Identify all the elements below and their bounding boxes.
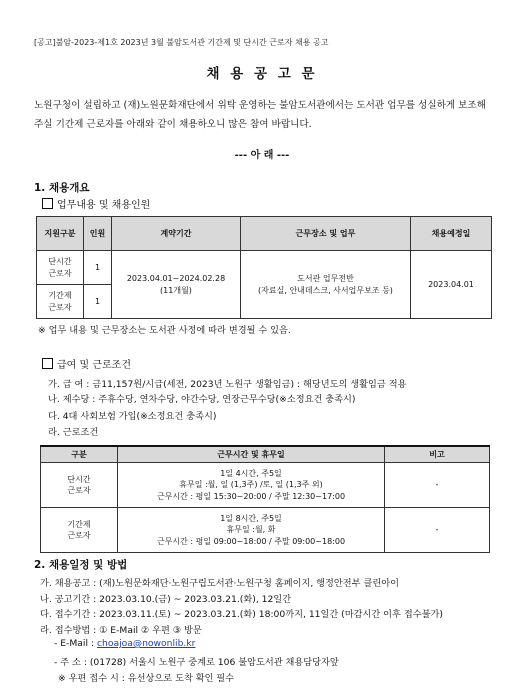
- start-date-cell: 2023.04.01: [411, 251, 492, 319]
- headcount-cell: 1: [84, 285, 112, 319]
- subsection-job-duties: [42, 196, 150, 211]
- email-link[interactable]: choajoa@nowonlib.kr: [96, 638, 196, 649]
- job-type-cell: 단시간 근로자: [41, 463, 118, 508]
- table-row: [41, 508, 490, 553]
- job-type-cell: 기간제 근로자: [37, 285, 84, 319]
- list-item: 나. 공고기간 : 2023.03.10.(금) ~ 2023.03.21.(화), 12일간: [40, 594, 292, 605]
- col-header: 채용예정일: [411, 217, 492, 251]
- intro-paragraph: 노원구청이 설립하고 (재)노원문화재단에서 위탁 운영하는 불암도서관에서는 도서관 업무를 성실하게 보조해주실 기간제 근로자를 아래와 같이 채용하오니 많은 참여 바랍니다.: [34, 100, 486, 130]
- section1-heading: 1. 채용개요: [34, 182, 90, 194]
- notice-header-line: [공고]불암-2023-제1호 2023년 3월 불암도서관 기간제 및 단시간 근로자 채용 공고: [34, 38, 329, 47]
- col-header: 비고: [385, 446, 490, 463]
- contract-period-cell: 2023.04.01~2024.02.28 (11개월): [112, 251, 241, 319]
- table-header-row: [41, 446, 490, 463]
- col-header: 인원: [84, 217, 112, 251]
- col-header: 구분: [41, 446, 118, 463]
- headcount-cell: 1: [84, 251, 112, 285]
- checkbox-icon: [42, 358, 53, 369]
- subsection-label: 업무내용 및 채용인원: [57, 200, 151, 211]
- email-line: [54, 638, 195, 649]
- subsection-label: 급여 및 근로조건: [57, 360, 131, 371]
- list-item: 다. 접수기간 : 2023.03.11.(토) ~ 2023.03.21.(화) 18:00까지, 11일간 (마감시간 이후 접수불가): [40, 609, 443, 620]
- work-conditions-table: [40, 445, 490, 553]
- work-place-cell: 도서관 업무전반 (자료실, 안내데스크, 사서업무보조 등): [241, 251, 411, 319]
- col-header: 계약기간: [112, 217, 241, 251]
- hours-cell: 1일 8시간, 주5일 휴무일 :월, 화 근무시간 : 평일 09:00~18:00 / 주말 09:00~18:00: [118, 508, 385, 553]
- col-header: 근무시간 및 휴무일: [118, 446, 385, 463]
- recruitment-table: [36, 216, 492, 319]
- remark-cell: -: [385, 463, 490, 508]
- list-item: 다. 4대 사회보험 가입(※소정요건 충족시): [48, 411, 217, 422]
- section2-heading: 2. 채용일정 및 방법: [34, 559, 128, 571]
- address-line: - 주 소 : (01728) 서울시 노원구 중계로 106 불암도서관 채용담당자앞: [54, 657, 339, 668]
- col-header: 근무장소 및 업무: [241, 217, 411, 251]
- list-item: 라. 근로조건: [48, 427, 99, 438]
- hours-cell: 1일 4시간, 주5일 휴무일 :월, 일 (1,3주) /토, 일 (1,3주 외) 근무시간 : 평일 15:30~20:00 / 주말 12:30~17:00: [118, 463, 385, 508]
- checkbox-icon: [42, 198, 53, 209]
- table-note: ※ 업무 내용 및 근무장소는 도서관 사정에 따라 변경될 수 있음.: [38, 325, 291, 336]
- table-row: [37, 251, 492, 285]
- below-marker: --- 아 래 ---: [234, 150, 290, 161]
- list-item: 라. 접수방법 : ① E-Mail ② 우편 ③ 방문: [40, 625, 202, 636]
- list-item: 나. 제수당 : 주휴수당, 연차수당, 야간수당, 연장근무수당(※소정요건 충족시): [48, 394, 356, 405]
- col-header: 지원구분: [37, 217, 84, 251]
- job-type-cell: 단시간 근로자: [37, 251, 84, 285]
- mail-note: ※ 우편 접수 시 : 유선상으로 도착 확인 필수: [58, 673, 235, 684]
- job-type-cell: 기간제 근로자: [41, 508, 118, 553]
- remark-cell: -: [385, 508, 490, 553]
- email-label: - E-Mail :: [54, 638, 97, 649]
- table-header-row: [37, 217, 492, 251]
- subsection-pay: [42, 356, 131, 371]
- list-item: 가. 급 여 : 금11,157원/시급(세전, 2023년 노원구 생활임금) : 해당년도의 생활임금 적용: [48, 379, 407, 390]
- table-row: [41, 463, 490, 508]
- page-title: 채 용 공 고 문: [206, 66, 318, 82]
- list-item: 가. 채용공고 : (재)노원문화재단·노원구립도서관·노원구청 홈페이지, 행정안전부 클린아이: [40, 578, 399, 589]
